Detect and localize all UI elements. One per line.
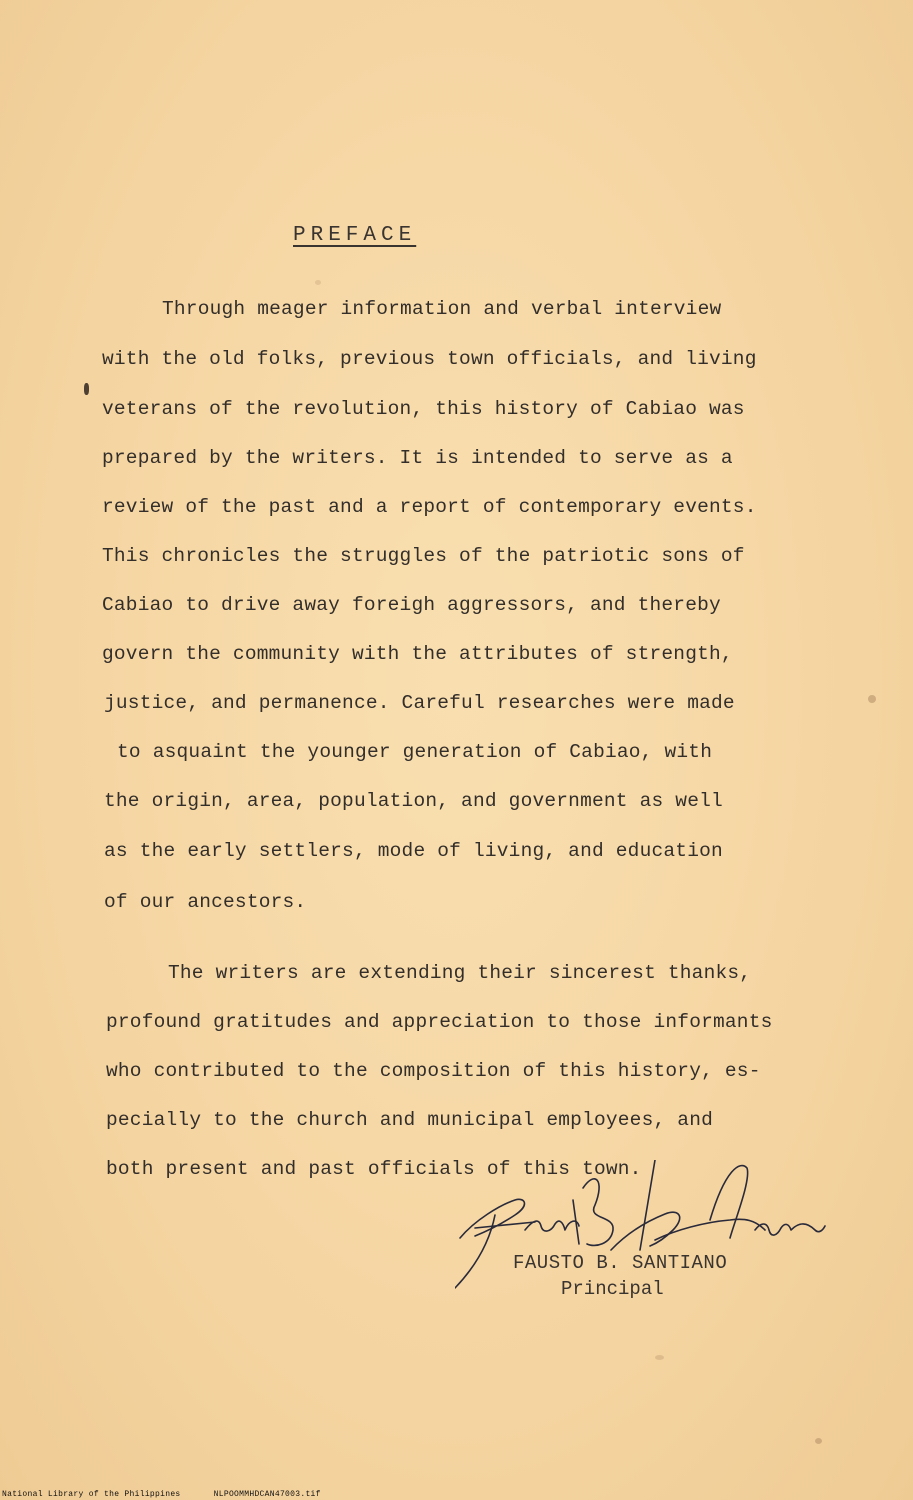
paragraph-line: who contributed to the composition of this history, es- xyxy=(106,1060,761,1082)
signature-block xyxy=(455,1160,835,1300)
paper-speck xyxy=(655,1355,664,1360)
paragraph-line: The writers are extending their sincerest thanks, xyxy=(168,962,752,984)
footer-filename: NLPOOMMHDCAN47003.tif xyxy=(213,1490,321,1499)
paragraph-line: pecially to the church and municipal employees, and xyxy=(106,1109,713,1131)
paragraph-line: as the early settlers, mode of living, and education xyxy=(104,840,723,862)
paragraph-line: veterans of the revolution, this history of Cabiao was xyxy=(102,398,745,420)
page-title: PREFACE xyxy=(293,224,417,247)
paragraph-line: of our ancestors. xyxy=(104,891,307,913)
paper-speck xyxy=(868,695,876,703)
paragraph-line: This chronicles the struggles of the patriotic sons of xyxy=(102,545,745,567)
paragraph-line: Cabiao to drive away foreigh aggressors, and thereby xyxy=(102,594,721,616)
paragraph-line: the origin, area, population, and government as well xyxy=(104,790,723,812)
footer-institution: National Library of the Philippines xyxy=(2,1490,181,1499)
paragraph-line: to asquaint the younger generation of Cabiao, with xyxy=(117,741,713,763)
paragraph-line: both present and past officials of this town. xyxy=(106,1158,642,1180)
paragraph-line: justice, and permanence. Careful researches were made xyxy=(104,692,735,714)
paper-speck xyxy=(84,383,89,395)
paper-speck xyxy=(315,280,321,285)
paper-speck xyxy=(815,1438,822,1444)
paragraph-line: govern the community with the attributes of strength, xyxy=(102,643,733,665)
signatory-name: FAUSTO B. SANTIANO xyxy=(513,1252,728,1274)
signatory-title: Principal xyxy=(561,1278,664,1300)
paragraph-line: review of the past and a report of contemporary events. xyxy=(102,496,757,518)
paragraph-line: prepared by the writers. It is intended to serve as a xyxy=(102,447,733,469)
paragraph-line: profound gratitudes and appreciation to those informants xyxy=(106,1011,773,1033)
scan-footer xyxy=(2,1490,349,1499)
paragraph-line: Through meager information and verbal interview xyxy=(162,298,722,320)
paragraph-line: with the old folks, previous town officials, and living xyxy=(102,348,757,370)
